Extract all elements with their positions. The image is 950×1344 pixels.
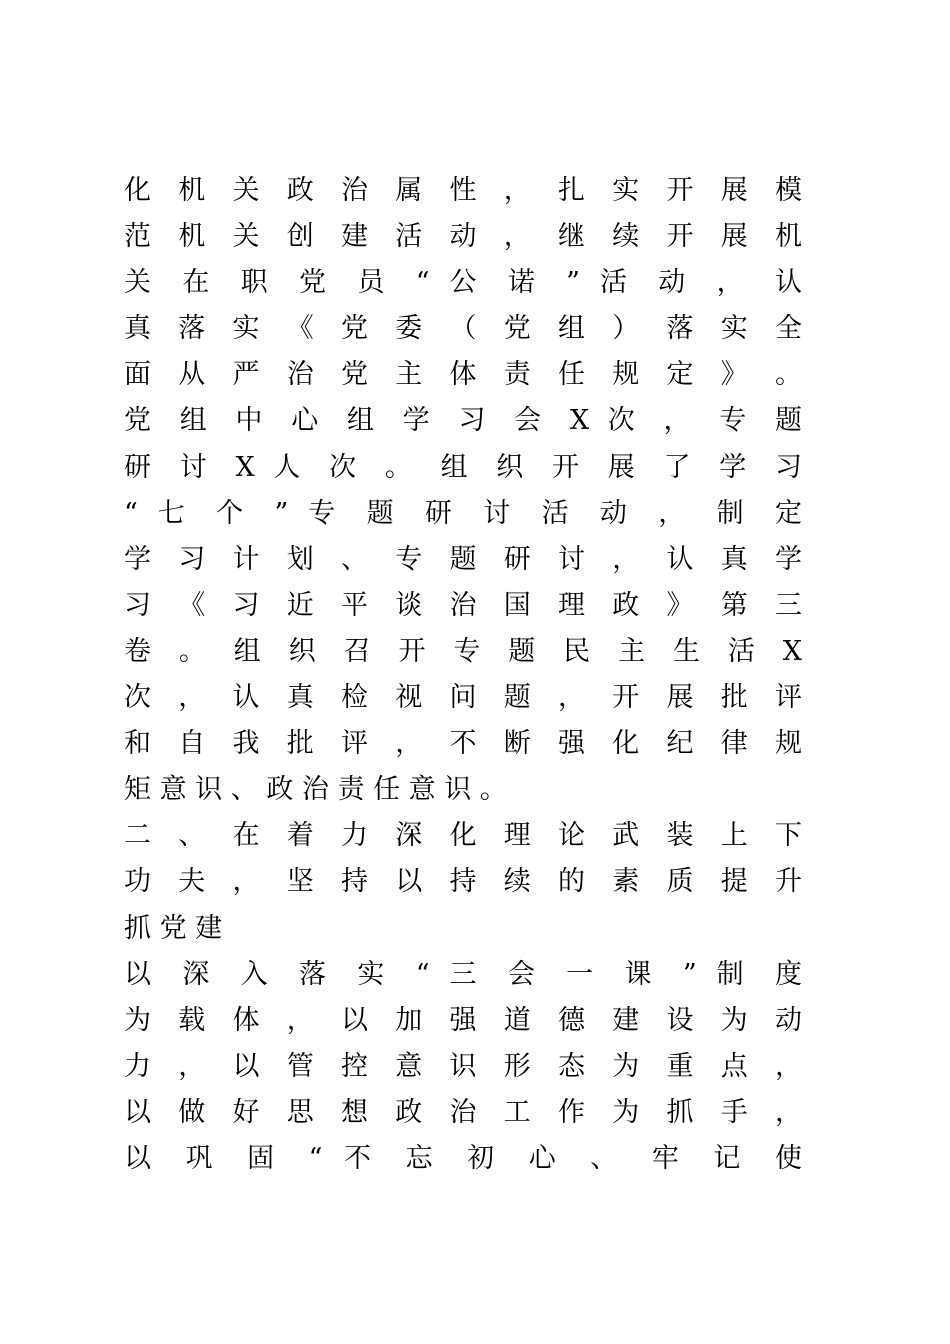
text-line: 范 机 关 创 建 活 动 ， 继 续 开 展 机 [124,221,802,253]
text-line: 真 落 实 《 党 委 （ 党 组 ） 落 实 全 [124,313,802,345]
text-line: 以 深 入 落 实 “ 三 会 一 课 ” 制 度 [124,958,802,990]
text-line: 学 习 计 划 、 专 题 研 讨 ， 认 真 学 [124,543,802,575]
text-line: 化 机 关 政 治 属 性 ， 扎 实 开 展 模 [124,175,802,206]
text-line: 关 在 职 党 员 “ 公 诺 ” 活 动 ， 认 [124,267,802,299]
text-line: 矩 意 识 、 政 治 责 任 意 识 。 [124,774,507,806]
text-line: 党 组 中 心 组 学 习 会 X 次 ， 专 题 [124,405,802,437]
text-line: “ 七 个 ” 专 题 研 讨 活 动 ， 制 定 [124,497,802,529]
text-line: 和 自 我 批 评 ， 不 断 强 化 纪 律 规 [124,728,802,760]
text-line: 研 讨 X 人 次 。 组 织 开 展 了 学 习 [124,451,802,483]
section-heading-line: 抓 党 建 [124,912,223,944]
text-line: 面 从 严 治 党 主 体 责 任 规 定 》 。 [124,359,802,391]
text-line: 以 巩 固 “ 不 忘 初 心 、 牢 记 使 [124,1142,802,1174]
text-line: 次 ， 认 真 检 视 问 题 ， 开 展 批 评 [124,682,802,714]
section-heading-line: 功 夫 ， 坚 持 以 持 续 的 素 质 提 升 [124,866,802,898]
text-line: 习 《 习 近 平 谈 治 国 理 政 》 第 三 [124,589,802,621]
text-line: 为 载 体 ， 以 加 强 道 德 建 设 为 动 [124,1004,802,1036]
text-line: 力 ， 以 管 控 意 识 形 态 为 重 点 ， [124,1050,802,1082]
text-line: 卷 。 组 织 召 开 专 题 民 主 生 活 X [124,635,802,667]
text-line: 以 做 好 思 想 政 治 工 作 为 抓 手 ， [124,1096,802,1128]
body-text [124,168,802,1182]
section-heading-line: 二 、 在 着 力 深 化 理 论 武 装 上 下 [124,820,802,852]
